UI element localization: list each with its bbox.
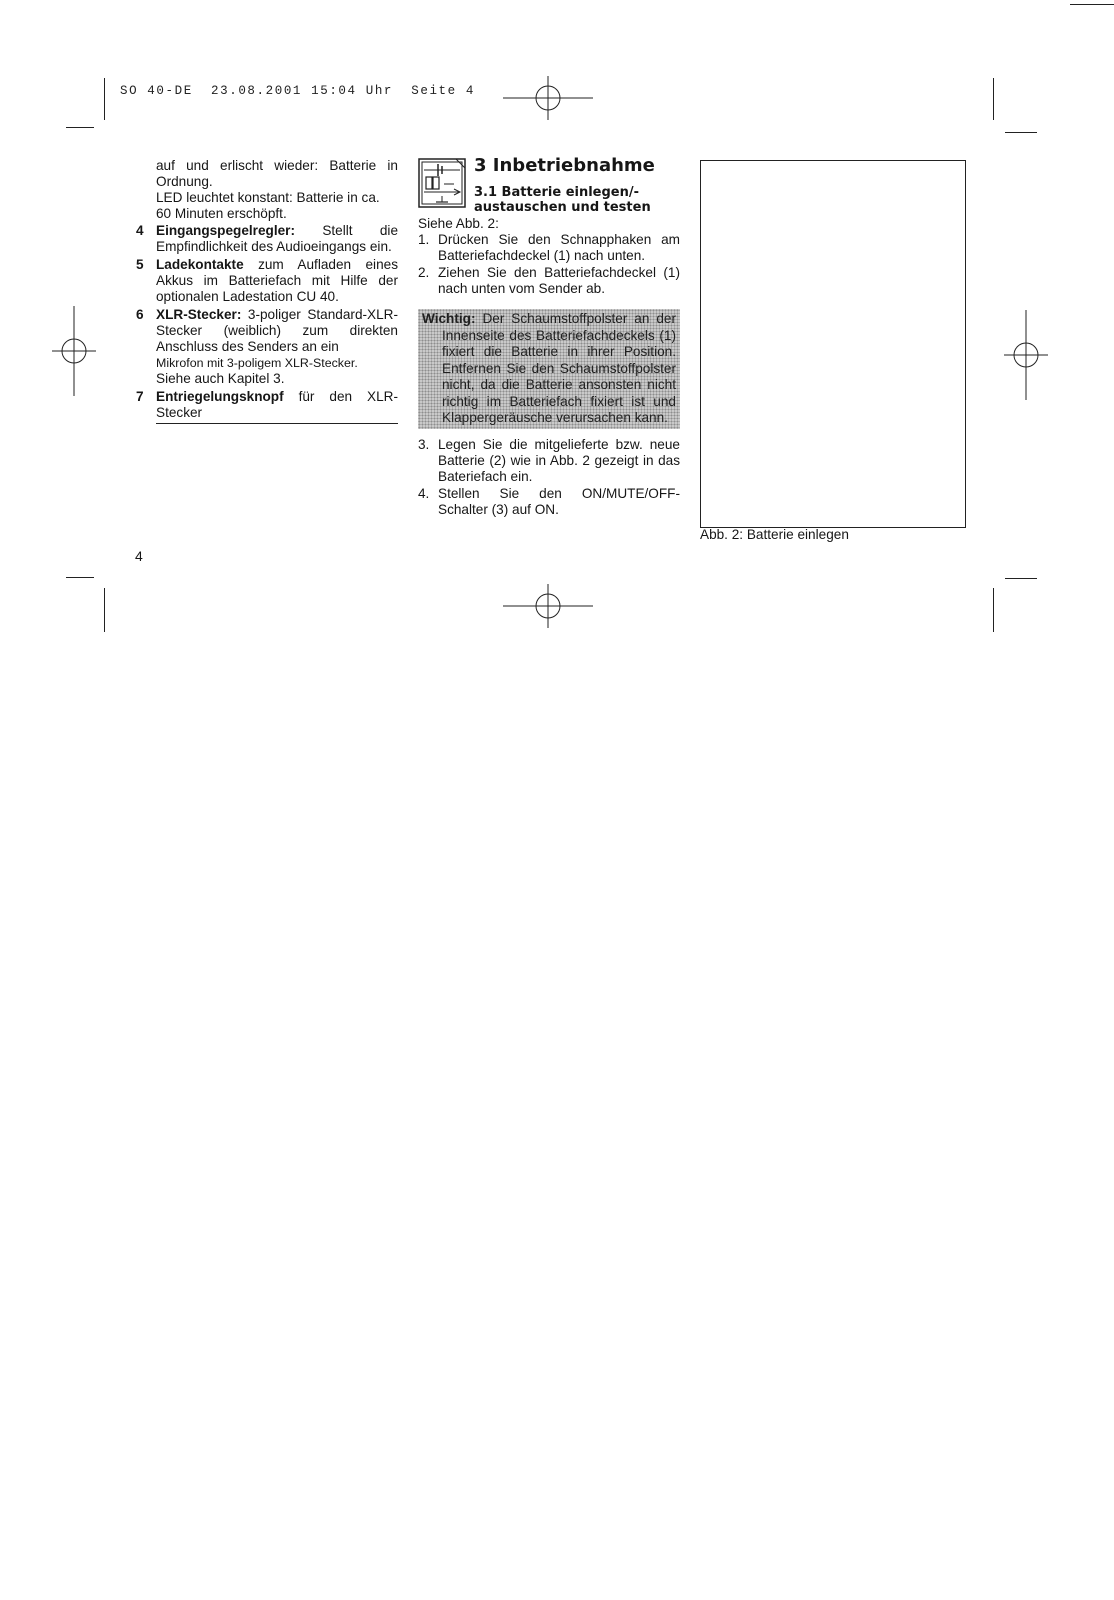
item-term: Eingangspegelregler: (156, 223, 295, 238)
middle-column (418, 155, 680, 518)
item-text: 3-poliger Standard-XLR-Stecker (weiblich) zum direkten Anschluss des Senders an ein (156, 307, 398, 354)
crop-mark (1070, 4, 1114, 5)
crop-mark (1005, 578, 1037, 579)
list-item (130, 223, 398, 255)
registration-mark-icon (1004, 310, 1048, 400)
intro-line: auf und erlischt wieder: Batterie in (156, 158, 398, 173)
crop-mark (66, 577, 94, 578)
registration-mark-icon (503, 584, 593, 628)
left-column (130, 158, 398, 424)
item-text: Stellt die Empfindlichkeit des Audioeingangs ein. (156, 223, 399, 254)
list-item (130, 389, 398, 421)
item-number: 7 (136, 389, 144, 404)
crop-mark (104, 78, 105, 120)
step-text: Stellen Sie den ON/MUTE/OFF-Schalter (3) auf ON. (438, 485, 680, 517)
step-text: Ziehen Sie den Batteriefachdeckel (1) nach unten vom Sender ab. (438, 265, 680, 296)
note-body (422, 311, 676, 427)
registration-mark-icon (503, 76, 593, 120)
section-title: 3 Inbetriebnahme (474, 155, 655, 176)
step-item (418, 437, 680, 485)
step-item (418, 265, 680, 297)
item-number: 6 (136, 307, 144, 322)
print-header: SO 40-DE 23.08.2001 15:04 Uhr Seite 4 (120, 84, 475, 98)
note-label: Wichtig: (422, 311, 476, 326)
see-figure: Siehe Abb. 2: (418, 216, 499, 231)
note-text: Der Schaumstoffpolster an der Innenseite des Batteriefachdeckels (1) fixiert die Batterie in ihrer Position. Entfernen Sie den Schaumstoffpolster nicht, da die Batterie ansonsten nicht richtig im Batteriefach fixiert ist und Klappergeräusche verursachen kann. (442, 311, 676, 425)
intro-text (130, 158, 398, 222)
step-item (418, 232, 680, 264)
divider (156, 423, 398, 424)
page-number: 4 (135, 548, 143, 564)
subsection-line: 3.1 Batterie einlegen/- (474, 185, 640, 200)
crop-mark (66, 127, 94, 128)
item-number: 4 (136, 223, 144, 238)
crop-mark (993, 78, 994, 120)
list-item (130, 307, 398, 387)
important-note (418, 309, 680, 429)
item-text: zum Aufladen eines Akkus im Batteriefach mit Hilfe der optionalen Ladestation CU 40. (156, 257, 398, 304)
step-item (418, 486, 680, 518)
list-item (130, 257, 398, 305)
figure-caption: Abb. 2: Batterie einlegen (700, 527, 849, 542)
intro-line: LED leuchtet konstant: Batterie in ca. (156, 190, 380, 205)
crop-mark (1005, 132, 1037, 133)
step-number: 4. (418, 485, 430, 501)
step-number: 3. (418, 436, 430, 452)
item-number: 5 (136, 257, 144, 272)
item-term: Entriegelungsknopf (156, 389, 284, 404)
crop-mark (104, 588, 105, 632)
section-header (418, 155, 680, 216)
step-number: 2. (418, 265, 430, 280)
item-term: Ladekontakte (156, 257, 244, 272)
step-number: 1. (418, 232, 430, 247)
item-term: XLR-Stecker: (156, 307, 242, 322)
battery-section-icon (418, 158, 466, 208)
subsection-line: austauschen und testen (474, 200, 651, 215)
subsection-title (474, 185, 651, 215)
item-text-small: Mikrofon mit 3-poligem XLR-Stecker. (156, 356, 358, 370)
item-text: für den XLR-Stecker (156, 389, 398, 420)
intro-line: Ordnung. (156, 174, 213, 189)
item-text-end: Siehe auch Kapitel 3. (156, 371, 285, 386)
registration-mark-icon (52, 306, 96, 396)
step-text: Legen Sie die mitgelieferte bzw. neue Batterie (2) wie in Abb. 2 gezeigt in das Bateriefach ein. (438, 436, 680, 484)
step-text: Drücken Sie den Schnapphaken am Batteriefachdeckel (1) nach unten. (438, 232, 680, 263)
intro-line: 60 Minuten erschöpft. (156, 206, 287, 221)
crop-mark (993, 588, 994, 632)
figure-frame (700, 160, 966, 528)
